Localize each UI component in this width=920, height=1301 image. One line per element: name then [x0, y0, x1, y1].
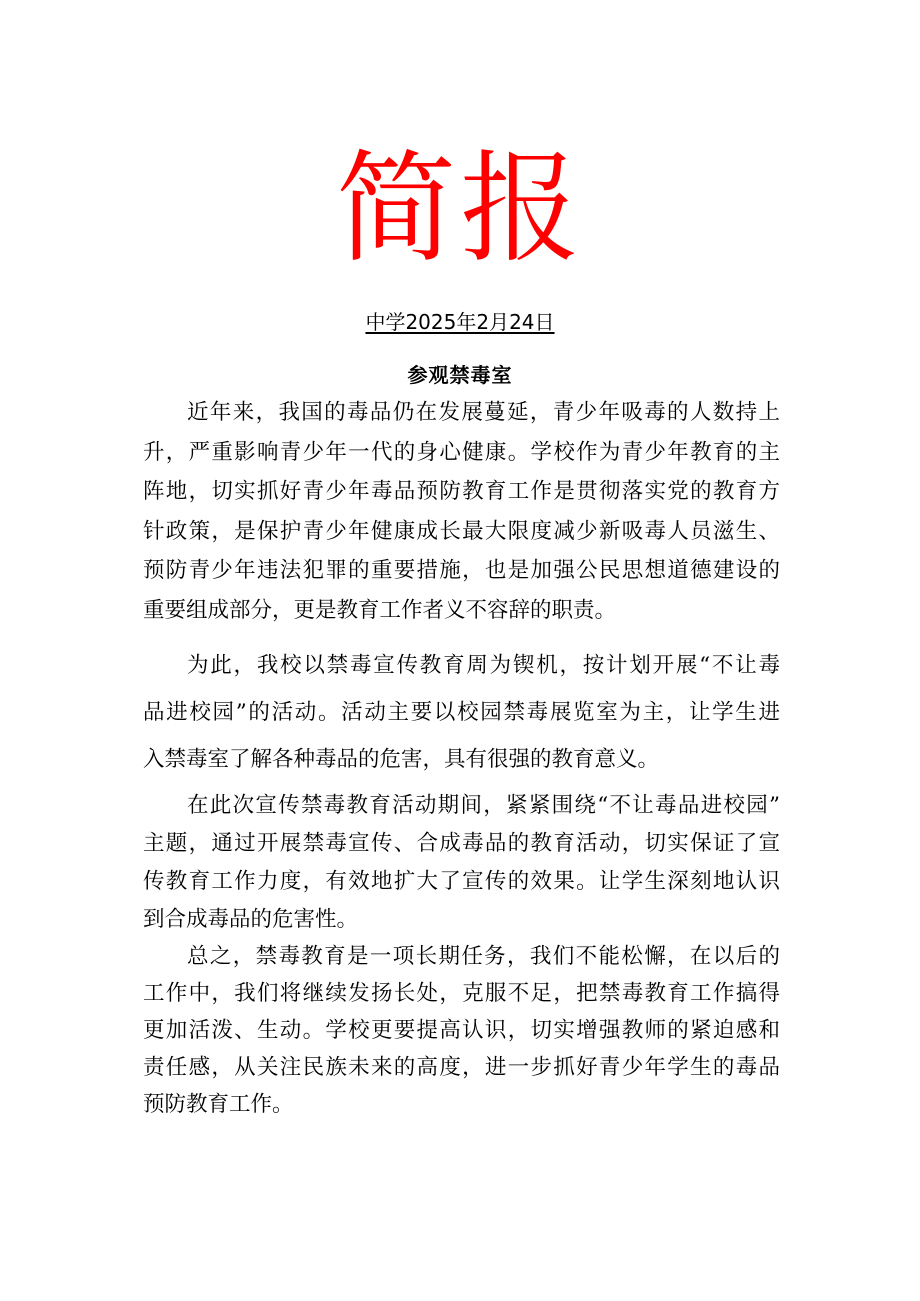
text-line: 升，严重影响青少年一代的身心健康。学校作为青少年教育的主 — [143, 439, 780, 465]
text-line: 工作中，我们将继续发扬长处，克服不足，把禁毒教育工作搞得 — [143, 981, 780, 1006]
text-line: 在此次宣传禁毒教育活动期间，紧紧围绕“不让毒品进校园” — [187, 793, 780, 818]
paragraph-3 — [143, 787, 780, 939]
paragraph-1 — [143, 393, 780, 630]
text-line: 针政策，是保护青少年健康成长最大限度减少新吸毒人员滋生、 — [143, 518, 780, 544]
text-line: 为此，我校以禁毒宣传教育周为锲机，按计划开展“不让毒 — [187, 653, 780, 678]
text-line: 到合成毒品的危害性。 — [143, 907, 359, 932]
article-heading: 参观禁毒室 — [407, 363, 513, 387]
text-line: 预防青少年违法犯罪的重要措施，也是加强公民思想道德建设的 — [143, 558, 780, 583]
text-line: 阵地，切实抓好青少年毒品预防教育工作是贯彻落实党的教育方 — [143, 479, 780, 504]
date-line — [0, 308, 920, 336]
text-line: 更加活泼、生动。学校更要提高认识，切实增强教师的紧迫感和 — [143, 1018, 780, 1043]
date-text: 中学2025年2月24日 — [365, 310, 555, 334]
text-line: 预防教育工作。 — [143, 1092, 294, 1117]
paragraph-4 — [143, 938, 780, 1123]
text-line: 主题，通过开展禁毒宣传、合成毒品的教育活动，切实保证了宣 — [143, 831, 780, 856]
text-line: 总之，禁毒教育是一项长期任务，我们不能松懈，在以后的 — [187, 944, 780, 969]
document-title: 简报 — [336, 140, 584, 279]
paragraph-2 — [143, 642, 780, 783]
text-line: 传教育工作力度，有效地扩大了宣传的效果。让学生深刻地认识 — [143, 869, 780, 894]
text-line: 近年来，我国的毒品仍在发展蔓延，青少年吸毒的人数持上 — [187, 400, 780, 425]
text-line: 重要组成部分，更是教育工作者义不容辞的职责。 — [143, 597, 617, 623]
text-line: 入禁毒室了解各种毒品的危害，具有很强的教育意义。 — [143, 747, 660, 772]
text-line: 责任感，从关注民族未来的高度，进一步抓好青少年学生的毒品 — [143, 1055, 780, 1080]
text-line: 品进校园”的活动。活动主要以校园禁毒展览室为主，让学生进 — [143, 700, 780, 725]
